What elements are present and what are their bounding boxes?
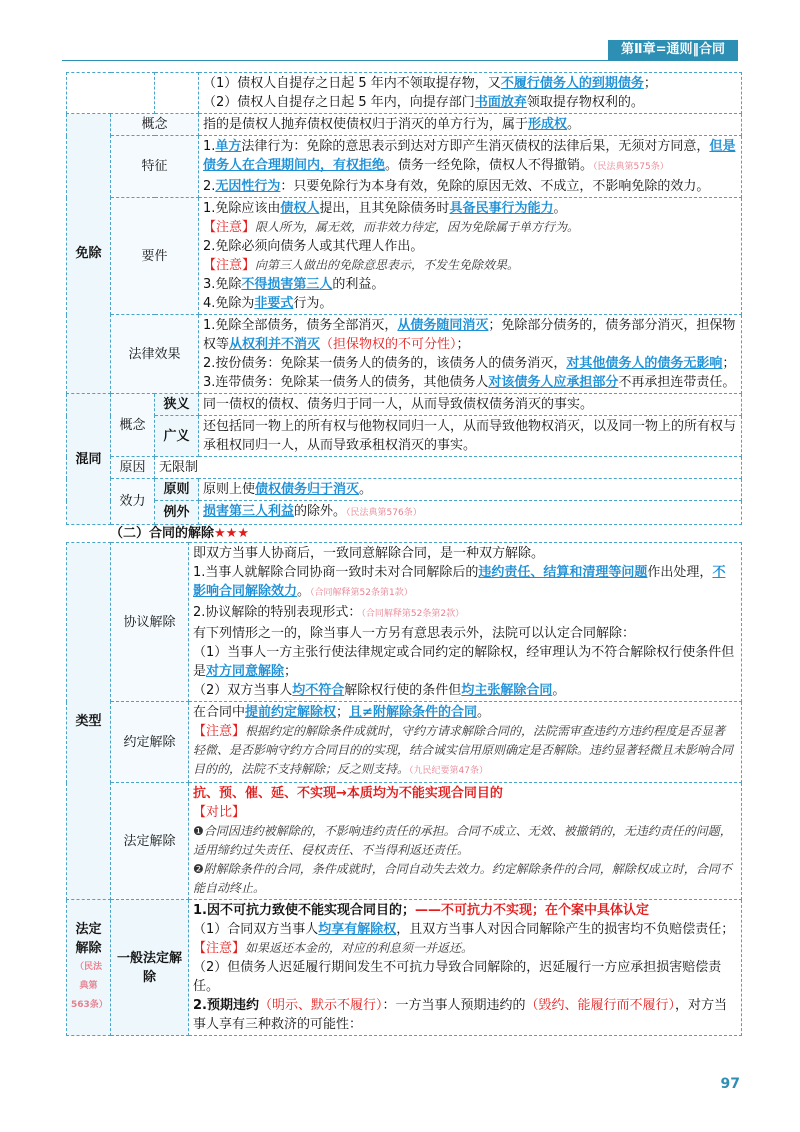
mianchu-concept: 指的是债权人抛弃债权使债权归于消灭的单方行为，属于形成权。 xyxy=(199,114,742,136)
huntong-broad: 还包括同一物上的所有权与他物权同归一人，从而导致他物权消灭，以及同一物上的所有权与承租权同归一人，从而导致承租权消灭的事实。 xyxy=(199,416,742,457)
general-statutory-termination: 1.因不可抗力致使不能实现合同目的；——不可抗力不实现；在个案中具体认定 （1）合同双方当事人均享有解除权，且双方当事人对因合同解除产生的损害均不负赔偿责任；【注意】如果返还本金的，对应的利息须一并返还。 （2）但债务人迟延履行期间发生不可抗力导致合同解除的，迟延履行一方应承担损害赔偿责任。 2.预期违约（明示、默示不履行）：一方当事人预期违约的（毁约、能履行而不履行），对方当事人享有三种救济的可能性： xyxy=(189,900,742,1036)
table-row: 广义 还包括同一物上的所有权与他物权同归一人，从而导致他物权消灭，以及同一物上的所有权与承租权同归一人，从而导致承租权消灭的事实。 xyxy=(67,416,742,457)
mianchu-concept-label: 概念 xyxy=(111,114,199,136)
types-heading: 类型 xyxy=(67,543,111,900)
huntong-heading: 混同 xyxy=(67,394,111,525)
mianchu-req-label: 要件 xyxy=(111,198,199,315)
huntong-concept-label: 概念 xyxy=(111,394,155,457)
page-number: 97 xyxy=(720,1076,740,1092)
mianchu-effect: 1.免除全部债务，债务全部消灭，从债务随同消灭；免除部分债务的，债务部分消灭，担保物权等从权利并不消灭（担保物权的不可分性）； 2.按份债务：免除某一债务人的债务的，该债务人的债务消灭，对其他债务人的债务无影响； 3.连带债务：免除某一债务人的债务，其他债务人对该债务人应承担部分不再承担连带责任。 xyxy=(199,315,742,394)
chapter-header: 第Ⅱ章=通则‖合同 xyxy=(608,40,738,60)
huntong-narrow: 同一债权的债权、债务归于同一人，从而导致债权债务消灭的事实。 xyxy=(199,394,742,416)
mianchu-heading: 免除 xyxy=(67,114,111,394)
mianchu-effect-label: 法律效果 xyxy=(111,315,199,394)
table-row: 效力 原则 原则上使债权债务归于消灭。 xyxy=(67,479,742,501)
termination-table xyxy=(66,542,742,1036)
section-title: （二）合同的解除★★★ xyxy=(110,526,249,541)
huntong-rule: 原则上使债权债务归于消灭。 xyxy=(199,479,742,501)
table-row: 例外 损害第三人利益的除外。（民法典第576条） xyxy=(67,501,742,525)
huntong-reason: 无限制 xyxy=(155,457,742,479)
contractual-termination: 在合同中提前约定解除权；且≠附解除条件的合同。 【注意】根据约定的解除条件成就时，守约方请求解除合同的，法院需审查违约方违约程度是否显著轻微、是否影响守约方合同目的的实现，结合诚实信用原则确定是否解除。违约显著轻微且未影响合同目的的，法院不支持解除；反之则支持。（九民纪要第47条） xyxy=(189,702,742,783)
table-row: 混同 概念 狭义 同一债权的债权、债务归于同一人，从而导致债权债务消灭的事实。 xyxy=(67,394,742,416)
mianchu-requirements: 1.免除应该由债权人提出，且其免除债务时具备民事行为能力。 【注意】限人所为，属无效，而非效力待定，因为免除属于单方行为。 2.免除必须向债务人或其代理人作出。 【注意】向第三人做出的免除意思表示，不发生免除效果。 3.免除不得损害第三人的利益。 4.免除为非要式行为。 xyxy=(199,198,742,315)
table-row xyxy=(67,73,742,114)
statutory-termination-summary: 抗、预、催、延、不实现→本质均为不能实现合同目的 【对比】 ❶合同因违约被解除的，不影响违约责任的承担。合同不成立、无效、被撤销的，无违约责任的问题，适用缔约过失责任、侵权责任、不当得利返还责任。 ❷附解除条件的合同，条件成就时，合同自动失去效力。约定解除条件的合同，解除权成立时，合同不能自动终止。 xyxy=(189,783,742,900)
extinction-table xyxy=(66,72,742,525)
table-row xyxy=(67,315,742,394)
header-rule xyxy=(62,60,738,61)
table-row: 法定解除 （民法典第563条） 一般法定解除 1.因不可抗力致使不能实现合同目的；——不可抗力不实现；在个案中具体认定 （1）合同双方当事人均享有解除权，且双方当事人对因合同解除产生的损害均不负赔偿责任；【注意】如果返还本金的，对应的利息须一并返还。 （2）但债务人迟延履行期间发生不可抗力导致合同解除的，迟延履行一方应承担损害赔偿责任。 2.预期违约（明示、默示不履行）：一方当事人预期违约的（毁约、能履行而不履行），对方当事人享有三种救济的可能性： xyxy=(67,900,742,1036)
table-row: 法定解除 抗、预、催、延、不实现→本质均为不能实现合同目的 【对比】 ❶合同因违约被解除的，不影响违约责任的承担。合同不成立、无效、被撤销的，无违约责任的问题，适用缔约过失责任、侵权责任、不当得利返还责任。 ❷附解除条件的合同，条件成就时，合同自动失去效力。约定解除条件的合同，解除权成立时，合同不能自动终止。 xyxy=(67,783,742,900)
statutory-heading: 法定解除 （民法典第563条） xyxy=(67,900,111,1036)
deposit-cases: （1）债权人自提存之日起 5 年内不领取提存物，又不履行债务人的到期债务； （2）债权人自提存之日起 5 年内，向提存部门书面放弃领取提存物权利的。 xyxy=(199,73,742,114)
huntong-exception: 损害第三人利益的除外。（民法典第576条） xyxy=(199,501,742,525)
agreed-termination: 即双方当事人协商后，一致同意解除合同，是一种双方解除。 1.当事人就解除合同协商一致时未对合同解除后的违约责任、结算和清理等问题作出处理，不影响合同解除效力。（合同解释第52条第1款） 2.协议解除的特别表现形式：（合同解释第52条第2款） 有下列情形之一的，除当事人一方另有意思表示外，法院可以认定合同解除： （1）当事人一方主张行使法律规定或合同约定的解除权，经审理认为不符合解除权行使条件但是对方同意解除； （2）双方当事人均不符合解除权行使的条件但均主张解除合同。 xyxy=(189,543,742,702)
table-row: 约定解除 在合同中提前约定解除权；且≠附解除条件的合同。 【注意】根据约定的解除条件成就时，守约方请求解除合同的，法院需审查违约方违约程度是否显著轻微、是否影响守约方合同目的的实现，结合诚实信用原则确定是否解除。违约显著轻微且未影响合同目的的，法院不支持解除；反之则支持。（九民纪要第47条） xyxy=(67,702,742,783)
mianchu-feature: 1.单方法律行为：免除的意思表示到达对方即产生消灭债权的法律后果，无须对方同意，但是债务人在合理期间内，有权拒绝。债务一经免除，债权人不得撤销。（民法典第575条） 2.无因性行为：只要免除行为本身有效，免除的原因无效、不成立，不影响免除的效力。 xyxy=(199,136,742,198)
table-row xyxy=(67,136,742,198)
table-row xyxy=(67,114,742,136)
table-row: 原因 无限制 xyxy=(67,457,742,479)
table-row: 类型 协议解除 即双方当事人协商后，一致同意解除合同，是一种双方解除。 1.当事人就解除合同协商一致时未对合同解除后的违约责任、结算和清理等问题作出处理，不影响合同解除效力。（合同解释第52条第1款） 2.协议解除的特别表现形式：（合同解释第52条第2款） 有下列情形之一的，除当事人一方另有意思表示外，法院可以认定合同解除： （1）当事人一方主张行使法律规定或合同约定的解除权，经审理认为不符合解除权行使条件但是对方同意解除； （2）双方当事人均不符合解除权行使的条件但均主张解除合同。 xyxy=(67,543,742,702)
table-row xyxy=(67,198,742,315)
mianchu-feature-label: 特征 xyxy=(111,136,199,198)
